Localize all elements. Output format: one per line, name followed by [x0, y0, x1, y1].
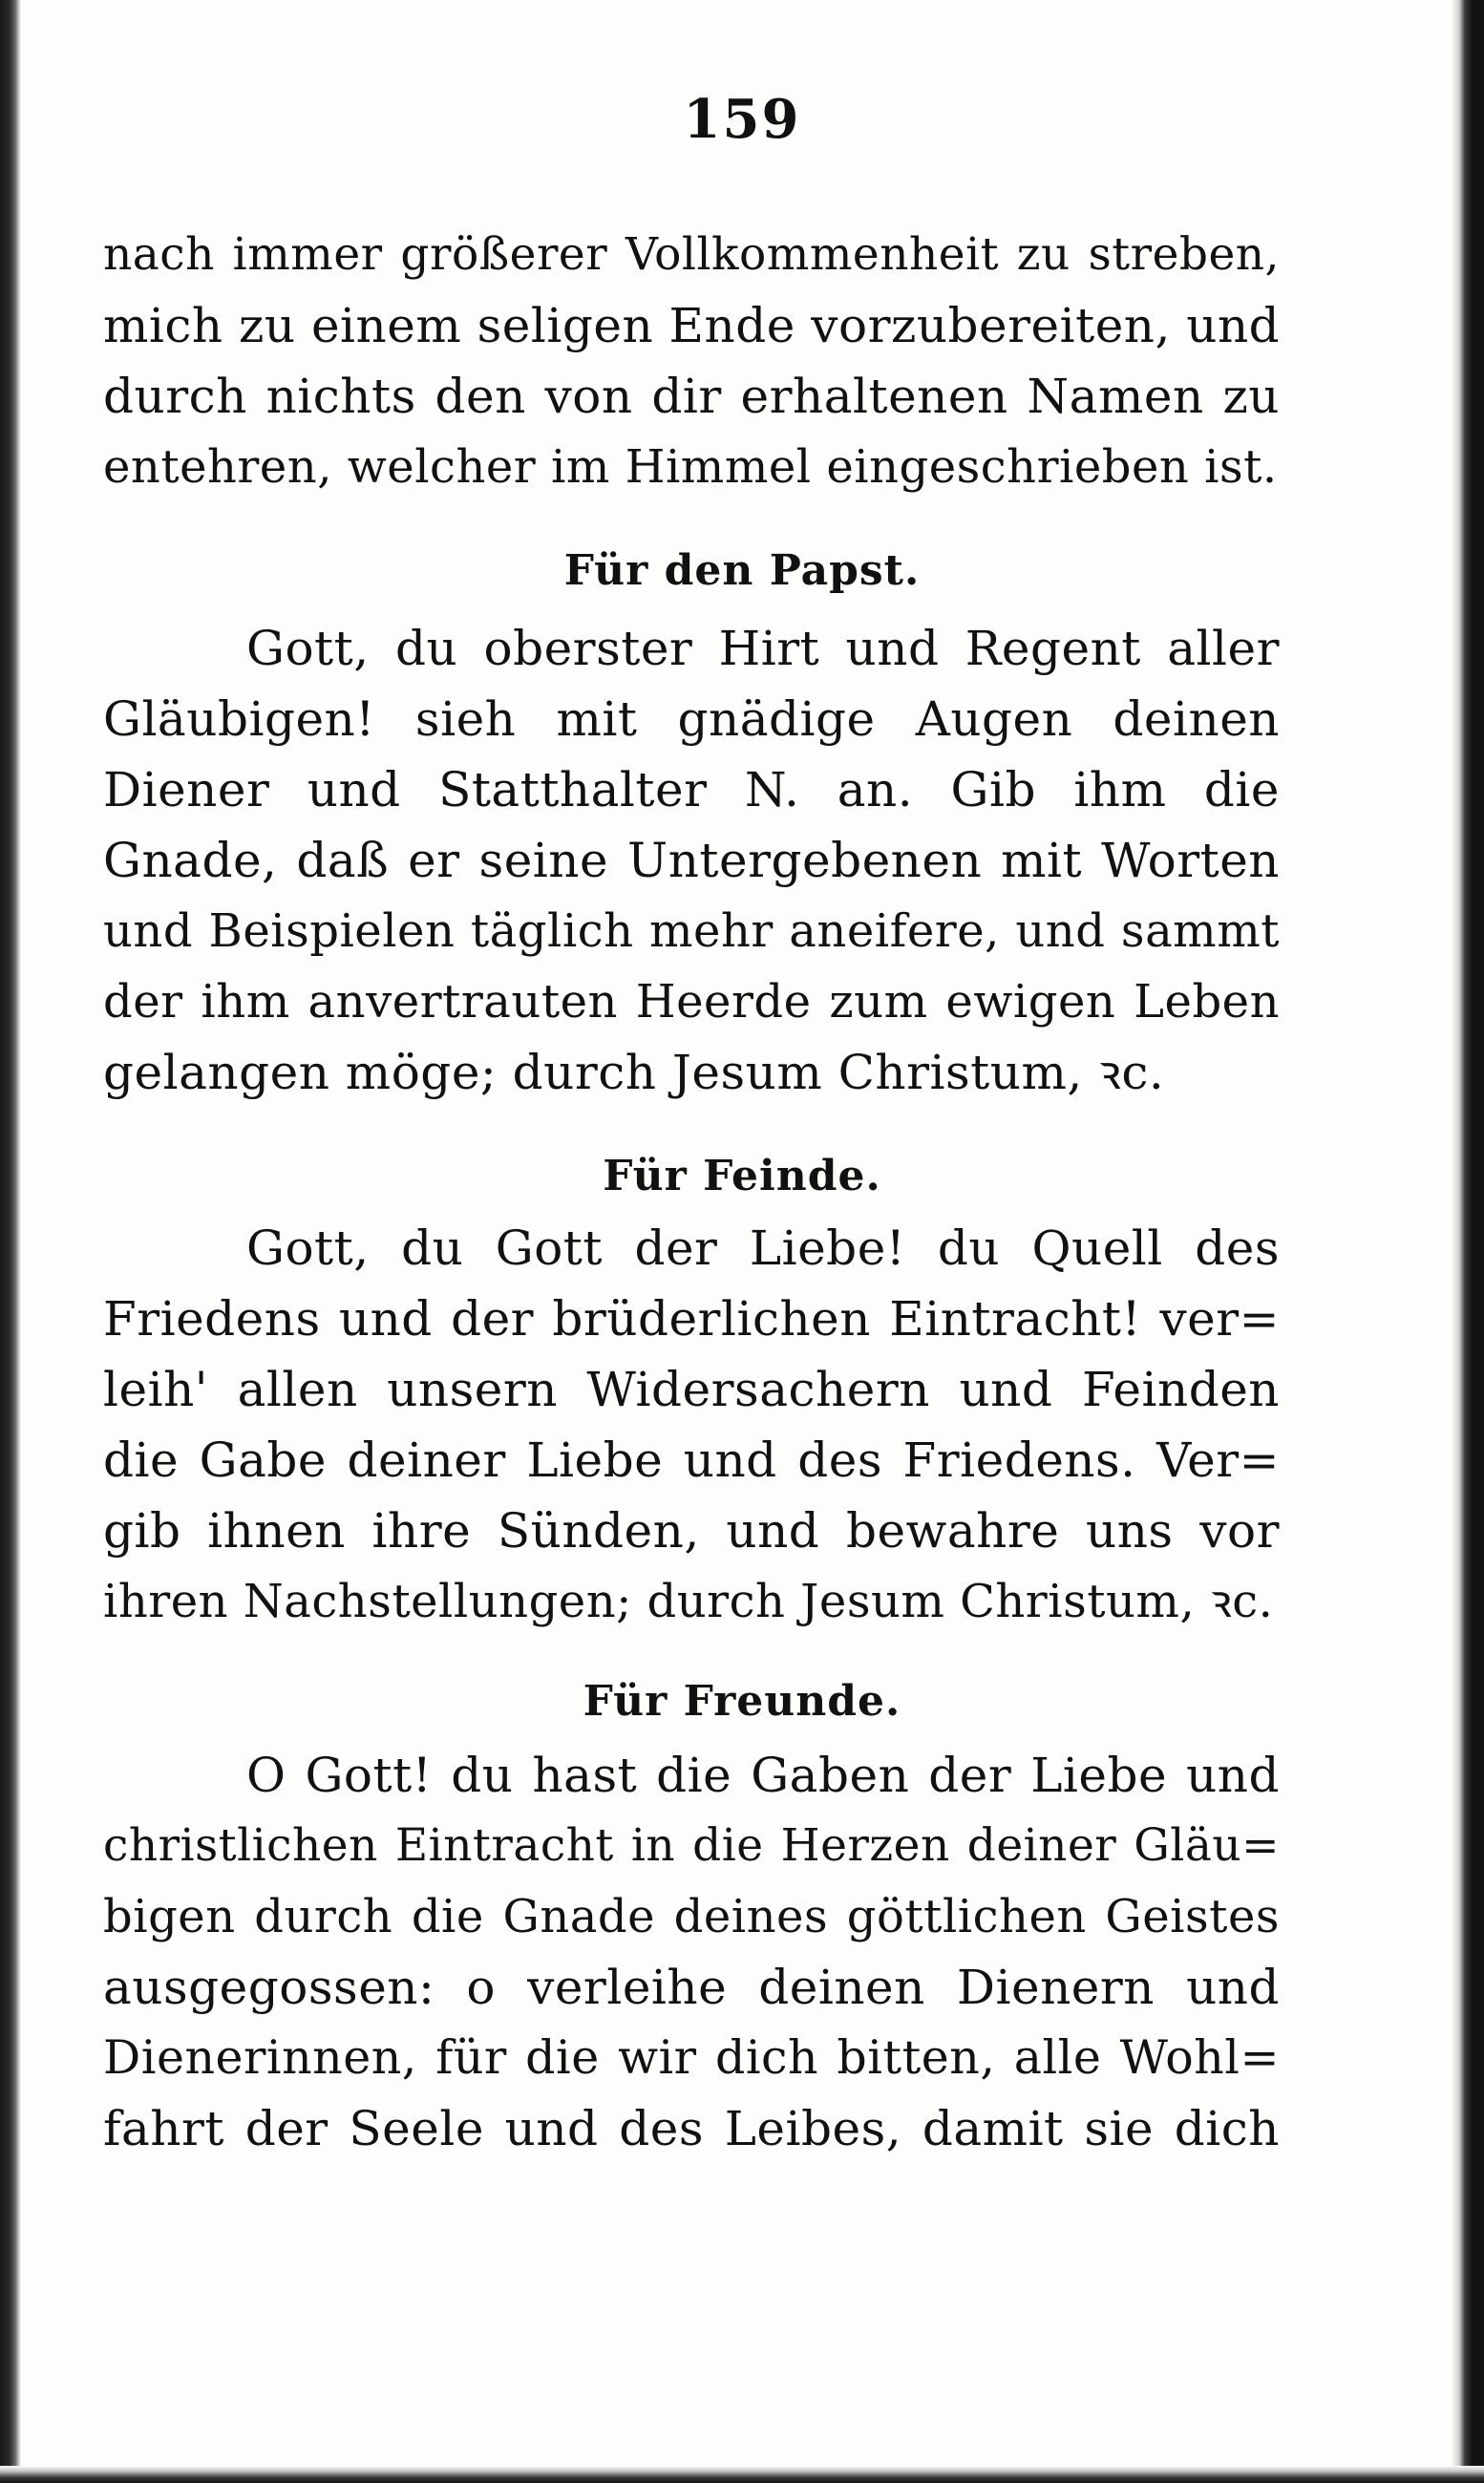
text-line: Friedens und der brüderlichen Eintracht! ver= [103, 1291, 1280, 1347]
page-binding-edge [0, 0, 21, 2483]
text-line: und Beispielen täglich mehr aneifere, und sammt [103, 904, 1280, 958]
paragraph-feinde [103, 1213, 1280, 1637]
text-line: ihren Nachstellungen; durch Jesum Christum, ꝛc. [103, 1575, 1274, 1628]
section-heading-feinde: Für Feinde. [603, 1152, 881, 1200]
paragraph-freunde [103, 1740, 1280, 2164]
text-line: nach immer größerer Vollkommenheit zu streben, [103, 228, 1280, 281]
page-number: 159 [683, 88, 801, 151]
text-line: der ihm anvertrauten Heerde zum ewigen Leben [103, 975, 1280, 1029]
text-line: gelangen möge; durch Jesum Christum, ꝛc. [103, 1045, 1165, 1100]
text-line: fahrt der Seele und des Leibes, damit sie dich [103, 2101, 1280, 2156]
text-line: leih' allen unsern Widersachern und Feinden [103, 1362, 1280, 1417]
text-line: christlichen Eintracht in die Herzen deiner Gläu= [103, 1819, 1280, 1872]
paragraph-papst [103, 613, 1280, 1108]
text-line: die Gabe deiner Liebe und des Friedens. Ver= [103, 1432, 1280, 1488]
section-heading-papst: Für den Papst. [563, 546, 921, 595]
text-line: bigen durch die Gnade deines göttlichen Geistes [103, 1890, 1280, 1943]
text-line: Gott, du Gott der Liebe! du Quell des [246, 1220, 1280, 1276]
text-line: gib ihnen ihre Sünden, und bewahre uns vor [103, 1503, 1280, 1559]
text-line: Gläubigen! sieh mit gnädige Augen deinen [103, 691, 1280, 747]
text-line: Diener und Statthalter N. an. Gib ihm die [103, 762, 1280, 817]
text-line: durch nichts den von dir erhaltenen Namen zu [103, 369, 1280, 424]
section-heading-freunde: Für Freunde. [583, 1677, 901, 1726]
text-line: Dienerinnen, für die wir dich bitten, alle Wohl= [103, 2030, 1280, 2085]
text-line: entehren, welcher im Himmel eingeschrieben ist. [103, 440, 1278, 494]
text-line: ausgegossen: o verleihe deinen Dienern und [103, 1960, 1280, 2015]
page-right-edge [1452, 0, 1484, 2483]
text-line: mich zu einem seligen Ende vorzubereiten, und [103, 298, 1281, 353]
text-line: Gnade, daß er seine Untergebenen mit Worten [103, 833, 1280, 888]
paragraph-continuation [103, 220, 1280, 502]
page-bottom-edge [0, 2466, 1484, 2483]
text-line: Gott, du oberster Hirt und Regent aller [246, 621, 1280, 676]
text-line: O Gott! du hast die Gaben der Liebe und [246, 1748, 1280, 1803]
